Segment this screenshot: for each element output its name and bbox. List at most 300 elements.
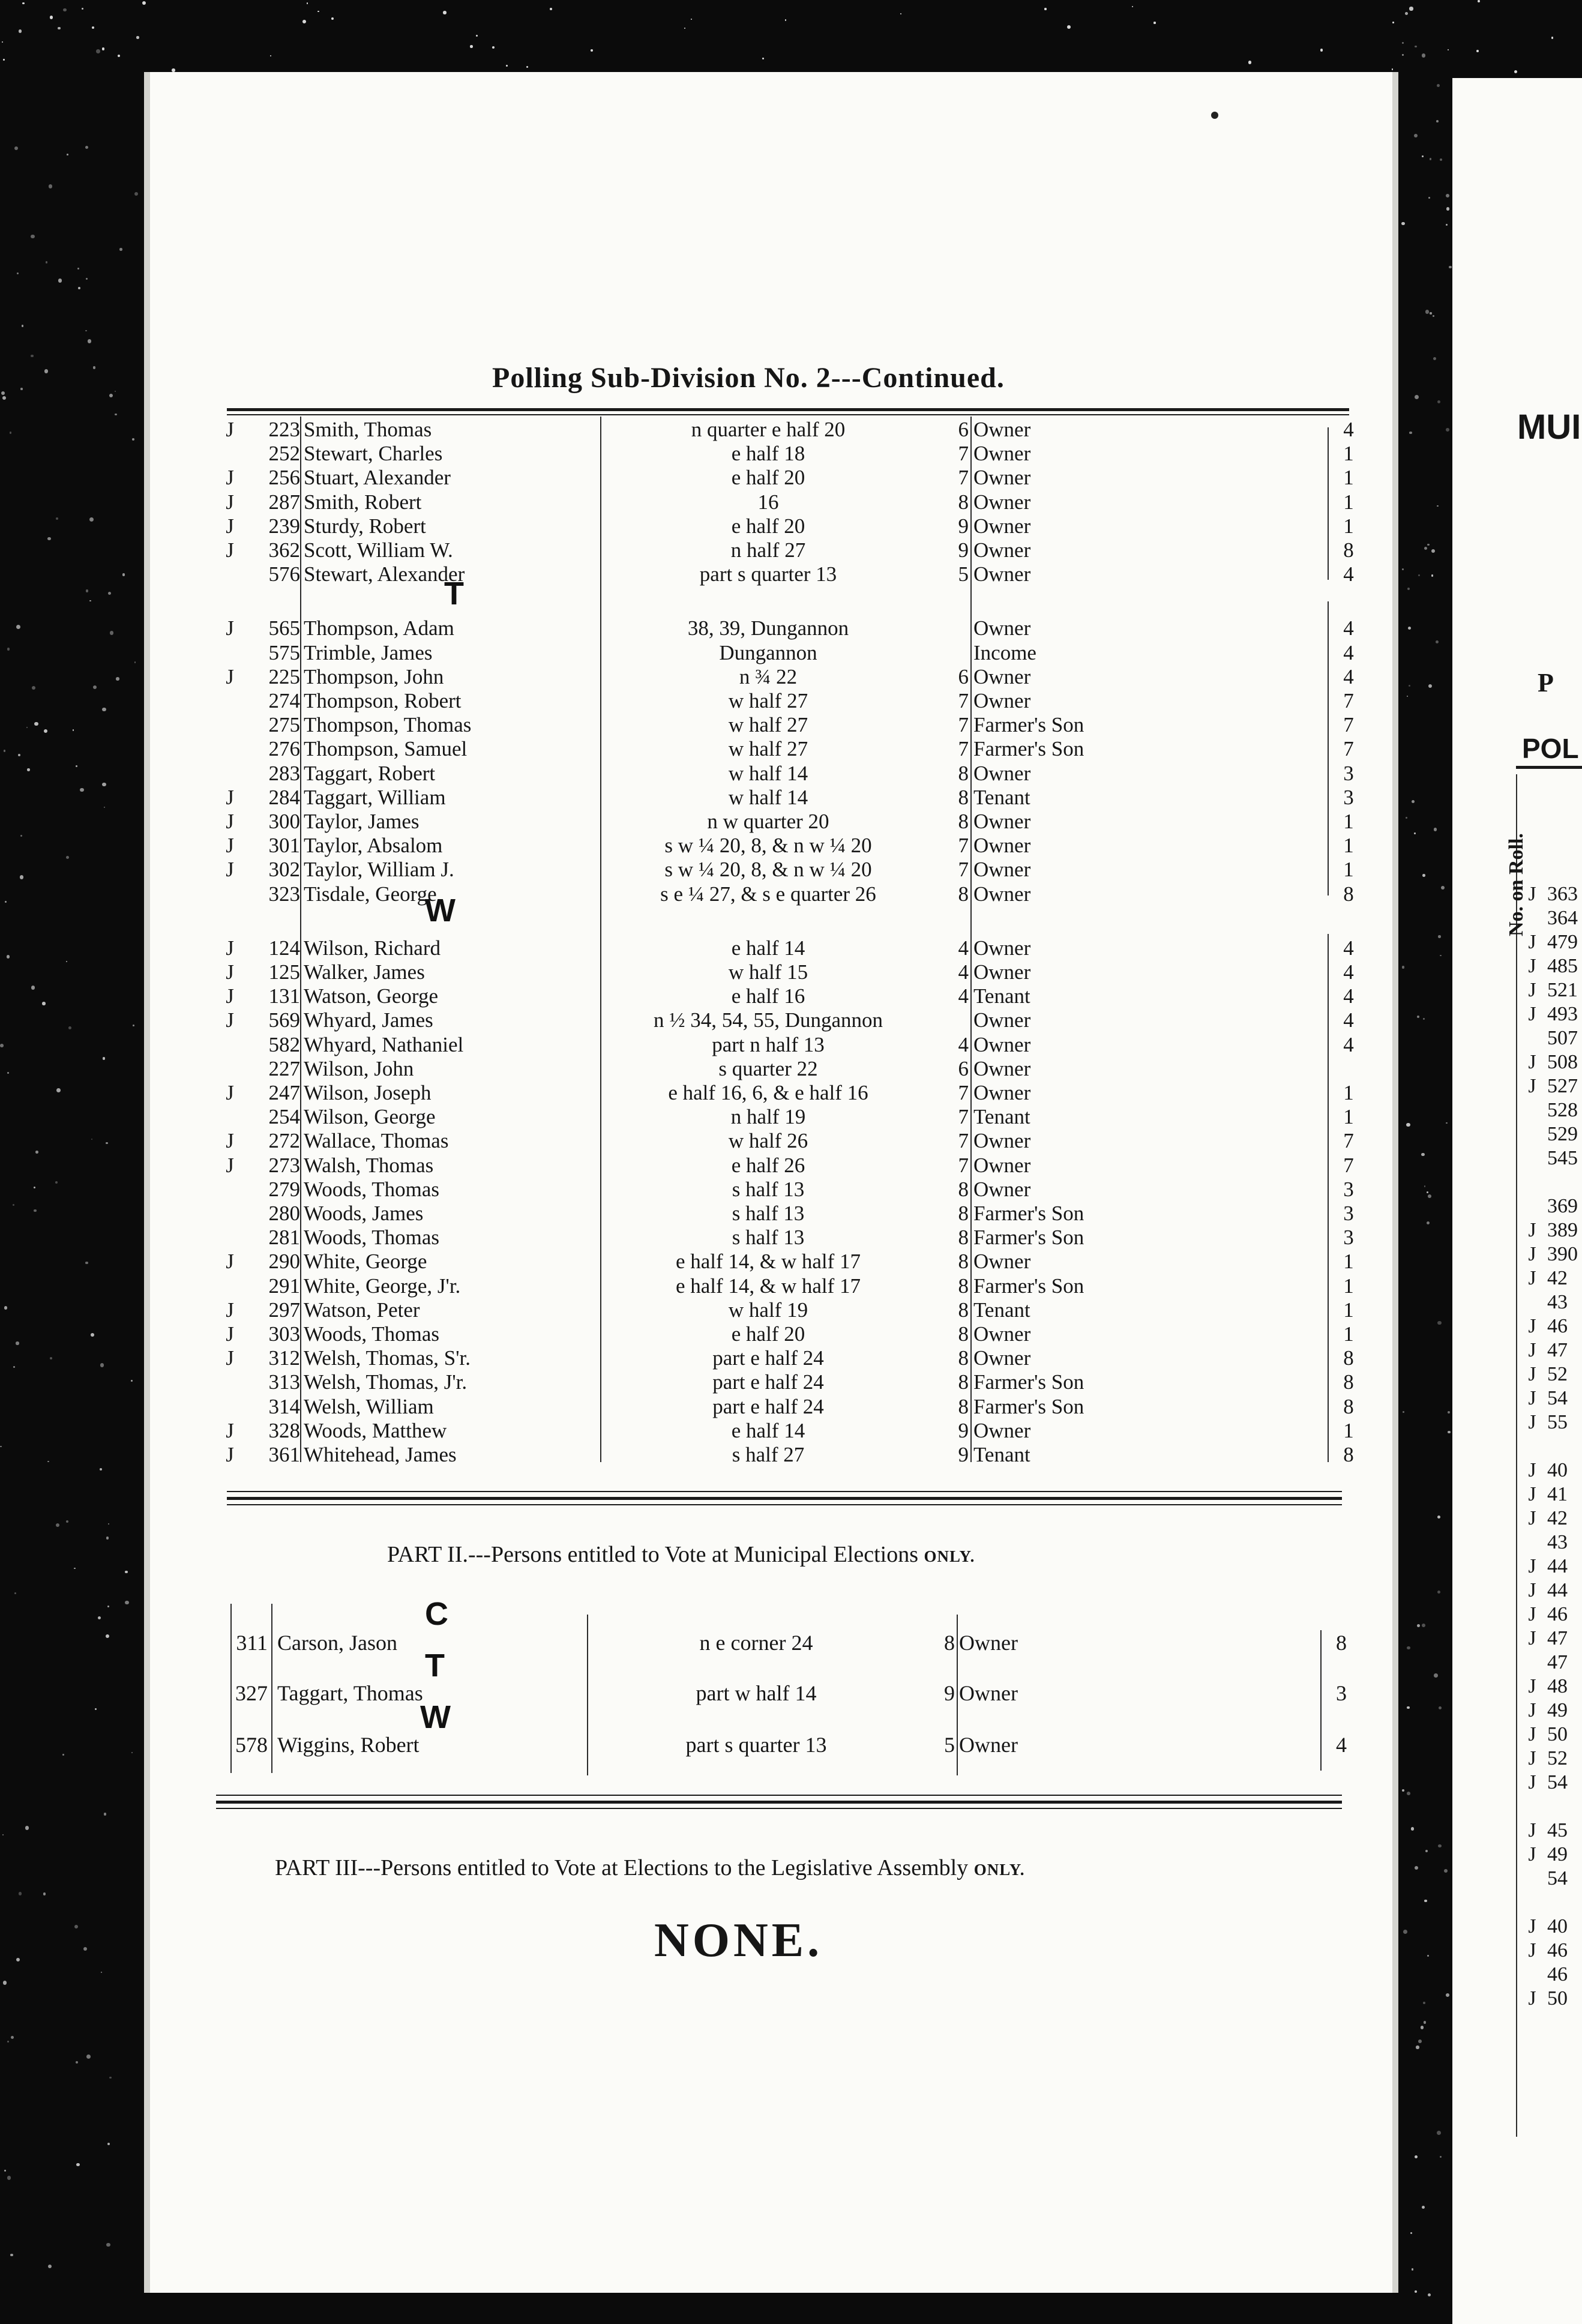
voter-name: Woods, Matthew <box>304 1418 447 1442</box>
background-speck <box>1422 2206 1425 2209</box>
background-speck <box>762 58 764 59</box>
voter-status: Tenant <box>973 1298 1030 1322</box>
background-speck <box>77 268 79 269</box>
voter-flag: J <box>226 960 234 984</box>
adjacent-page-row <box>1452 930 1582 954</box>
roll-number: 493 <box>1547 1003 1578 1025</box>
background-speck <box>1248 61 1251 64</box>
concession-number: 7 <box>958 466 969 490</box>
background-speck <box>14 146 18 150</box>
roll-number: 361 <box>268 1443 300 1466</box>
voter-name: Whyard, James <box>304 1008 433 1032</box>
voter-status: Farmer's Son <box>973 713 1084 737</box>
background-speck <box>19 1892 22 1895</box>
background-speck <box>1437 1591 1440 1594</box>
voter-name: Welsh, William <box>304 1394 434 1418</box>
adjacent-page-row <box>1452 1819 1582 1843</box>
roll-number: 47 <box>1547 1339 1568 1361</box>
part3-title: PART III---Persons entitled to Vote at Elections to the Legislative Assembly <box>275 1855 969 1880</box>
table-row <box>0 713 1582 737</box>
roll-number: 302 <box>268 858 300 882</box>
table-row <box>0 1202 1582 1226</box>
ink-dot <box>1211 112 1218 119</box>
concession-number: 5 <box>958 562 969 586</box>
background-speck <box>88 339 92 343</box>
voter-status: Owner <box>973 761 1031 785</box>
voter-name: Wiggins, Robert <box>277 1733 420 1757</box>
voter-status: Owner <box>973 858 1031 882</box>
voter-name: Woods, Thomas <box>304 1226 439 1250</box>
adjacent-page-row <box>1452 1386 1582 1410</box>
background-speck <box>31 235 34 238</box>
voter-flag: J <box>1528 1459 1536 1481</box>
school-section: 1 <box>1343 466 1354 490</box>
roll-number: 223 <box>268 418 300 441</box>
background-speck <box>63 8 66 11</box>
background-speck <box>1320 49 1323 52</box>
school-section: 8 <box>1336 1631 1347 1655</box>
background-speck <box>1415 1866 1418 1870</box>
lot-description: s quarter 22 <box>718 1056 818 1080</box>
voter-flag: J <box>226 1346 234 1370</box>
background-speck <box>1424 2021 1427 2024</box>
background-speck <box>526 66 529 68</box>
school-section: 8 <box>1343 1443 1354 1466</box>
voter-name: Walsh, Thomas <box>304 1153 434 1177</box>
background-speck <box>1402 42 1404 44</box>
table-row <box>0 1129 1582 1153</box>
background-speck <box>118 55 121 58</box>
background-speck <box>85 330 86 331</box>
background-speck <box>1446 194 1449 197</box>
voter-name: Thompson, Robert <box>304 689 462 712</box>
roll-number: 49 <box>1547 1843 1568 1865</box>
background-speck <box>1440 2156 1442 2158</box>
roll-number: 275 <box>268 713 300 737</box>
background-speck <box>1392 22 1394 23</box>
voter-name: Woods, Thomas <box>304 1322 439 1346</box>
school-section: 8 <box>1343 538 1354 562</box>
lot-description: e half 14, & w half 17 <box>675 1250 861 1274</box>
voter-name: Thompson, Samuel <box>304 737 468 761</box>
background-speck <box>470 45 472 47</box>
voter-flag: J <box>226 785 234 809</box>
background-speck <box>1437 84 1440 87</box>
table-row <box>0 762 1582 786</box>
lot-description: 16 <box>757 490 779 514</box>
table-row <box>0 1008 1582 1032</box>
voter-name: Carson, Jason <box>277 1631 397 1655</box>
voter-status: Owner <box>973 1177 1031 1201</box>
background-speck <box>109 394 113 397</box>
voter-name: Thompson, John <box>304 664 444 688</box>
roll-number: 54 <box>1547 1867 1568 1889</box>
voter-status: Owner <box>973 466 1031 490</box>
concession-number: 6 <box>958 418 969 441</box>
background-speck <box>550 8 552 10</box>
background-speck <box>2 41 4 43</box>
roll-number: 569 <box>268 1008 300 1032</box>
roll-number: 284 <box>268 785 300 809</box>
adjacent-page-row <box>1452 882 1582 906</box>
background-speck <box>1422 155 1424 157</box>
background-speck <box>900 13 901 14</box>
voter-flag: J <box>1528 1267 1536 1289</box>
roll-number: 46 <box>1547 1963 1568 1985</box>
voter-name: Wallace, Thomas <box>304 1129 449 1153</box>
roll-number: 125 <box>268 960 300 984</box>
lot-description: e half 14 <box>731 1418 805 1442</box>
roll-number: 239 <box>268 514 300 538</box>
background-speck <box>93 366 96 369</box>
background-speck <box>476 35 478 37</box>
voter-flag: J <box>1528 1411 1536 1433</box>
adjacent-page-row <box>1452 1699 1582 1723</box>
adjacent-page-row <box>1452 1555 1582 1579</box>
adjacent-page-row <box>1452 1459 1582 1483</box>
voter-status: Owner <box>959 1631 1018 1655</box>
adjacent-page-row <box>1452 954 1582 978</box>
background-speck <box>1415 2290 1417 2293</box>
voter-flag: J <box>226 418 234 441</box>
roll-number: 323 <box>268 882 300 906</box>
voter-status: Owner <box>973 960 1031 984</box>
voter-flag: J <box>226 858 234 882</box>
voter-status: Owner <box>973 1418 1031 1442</box>
lot-description: s half 13 <box>732 1202 805 1225</box>
voter-name: White, George, J'r. <box>304 1274 461 1298</box>
voter-status: Owner <box>973 442 1031 466</box>
background-speck <box>307 2 308 4</box>
table-row <box>0 1298 1582 1322</box>
background-speck <box>1514 70 1517 73</box>
lot-description: n ½ 34, 54, 55, Dungannon <box>653 1008 883 1032</box>
concession-number: 9 <box>958 514 969 538</box>
background-speck <box>106 1537 109 1539</box>
background-speck <box>331 17 334 20</box>
table-row <box>0 1081 1582 1105</box>
concession-number: 8 <box>958 1250 969 1274</box>
concession-number: 7 <box>958 1105 969 1129</box>
roll-number: 272 <box>268 1129 300 1153</box>
voter-status: Owner <box>973 1032 1031 1056</box>
concession-number: 4 <box>958 936 969 960</box>
background-speck <box>1417 1624 1420 1627</box>
roll-number: 521 <box>1547 979 1578 1001</box>
roll-number: 52 <box>1547 1363 1568 1385</box>
school-section: 3 <box>1336 1681 1347 1705</box>
roll-number: 327 <box>235 1681 268 1705</box>
background-speck <box>25 1826 29 1830</box>
roll-number: 280 <box>268 1202 300 1225</box>
roll-number: 52 <box>1547 1747 1568 1769</box>
lot-description: part n half 13 <box>712 1032 825 1056</box>
voter-flag: J <box>226 834 234 858</box>
background-speck <box>11 2036 14 2039</box>
voter-status: Farmer's Son <box>973 1274 1084 1298</box>
voter-flag: J <box>226 538 234 562</box>
voter-name: Thompson, Adam <box>304 616 454 640</box>
school-section: 1 <box>1343 858 1354 882</box>
adjacent-page-row <box>1452 1483 1582 1507</box>
background-speck <box>1423 2002 1425 2004</box>
adjacent-page-row <box>1452 1002 1582 1026</box>
table-row <box>0 810 1582 834</box>
concession-number: 7 <box>958 1129 969 1153</box>
background-speck <box>1436 120 1439 122</box>
background-speck <box>1433 315 1434 317</box>
background-speck <box>1 391 5 395</box>
roll-number: 50 <box>1547 1723 1568 1745</box>
part2-only: ONLY. <box>924 1547 975 1565</box>
voter-flag: J <box>1528 979 1536 1001</box>
roll-number: 124 <box>268 936 300 960</box>
roll-number: 508 <box>1547 1051 1578 1073</box>
voter-status: Owner <box>973 664 1031 688</box>
background-speck <box>1044 8 1046 10</box>
adjacent-page-row <box>1452 1026 1582 1050</box>
background-speck <box>102 47 105 50</box>
background-speck <box>506 65 508 67</box>
background-speck <box>1425 310 1429 313</box>
background-speck <box>1415 46 1417 48</box>
background-speck <box>1427 1955 1429 1957</box>
concession-number: 7 <box>958 858 969 882</box>
voter-status: Owner <box>959 1681 1018 1705</box>
voter-name: Smith, Robert <box>304 490 422 514</box>
background-speck <box>1414 134 1418 137</box>
background-speck <box>1446 224 1448 226</box>
school-section: 7 <box>1343 1153 1354 1177</box>
roll-number: 303 <box>268 1322 300 1346</box>
lot-description: part e half 24 <box>712 1370 824 1394</box>
voter-status: Farmer's Son <box>973 1394 1084 1418</box>
adjacent-page-row <box>1452 1242 1582 1266</box>
background-speck <box>1449 266 1451 268</box>
school-section: 1 <box>1343 1250 1354 1274</box>
voter-flag: J <box>226 1081 234 1104</box>
background-speck <box>1411 1827 1415 1831</box>
adjacent-page-row <box>1452 978 1582 1002</box>
background-speck <box>1403 1930 1407 1934</box>
part2-letter-c: C <box>425 1596 448 1632</box>
background-speck <box>58 27 61 30</box>
part2-letter-t: T <box>425 1648 445 1684</box>
voter-flag: J <box>1528 1315 1536 1337</box>
background-speck <box>142 1 146 5</box>
concession-number: 8 <box>958 1394 969 1418</box>
background-speck <box>1444 1869 1448 1873</box>
voter-name: Watson, George <box>304 984 438 1008</box>
adjacent-page-row <box>1452 1290 1582 1314</box>
voter-flag: J <box>226 984 234 1008</box>
voter-status: Tenant <box>973 984 1030 1008</box>
background-speck <box>1446 207 1449 210</box>
table-row <box>0 1250 1582 1274</box>
voter-flag: J <box>1528 1699 1536 1721</box>
school-section: 4 <box>1336 1733 1347 1757</box>
background-speck <box>82 8 83 10</box>
voter-status: Owner <box>973 882 1031 906</box>
school-section: 1 <box>1343 1322 1354 1346</box>
table-row <box>0 1419 1582 1443</box>
roll-number: 312 <box>268 1346 300 1370</box>
background-speck <box>1412 2268 1414 2271</box>
voter-flag: J <box>1528 1987 1536 2009</box>
concession-number: 7 <box>958 1081 969 1104</box>
table-row <box>0 562 1582 586</box>
concession-number: 9 <box>958 538 969 562</box>
lot-description: part e half 24 <box>712 1346 824 1370</box>
table-row <box>0 538 1582 562</box>
concession-number: 6 <box>958 664 969 688</box>
table-row <box>0 1105 1582 1129</box>
voter-flag: J <box>1528 1555 1536 1577</box>
voter-flag: J <box>226 616 234 640</box>
table-row <box>0 689 1582 713</box>
lot-description: e half 14, & w half 17 <box>675 1274 861 1298</box>
voter-name: Wilson, George <box>304 1105 436 1129</box>
adjacent-page-row <box>1452 1987 1582 2011</box>
roll-number: 527 <box>1547 1075 1578 1097</box>
background-speck <box>109 2077 111 2079</box>
table-row <box>0 641 1582 665</box>
voter-flag: J <box>226 490 234 514</box>
roll-number: 48 <box>1547 1675 1568 1697</box>
adjacent-page-title: MUI <box>1517 408 1581 447</box>
lot-description: w half 14 <box>728 761 808 785</box>
background-speck <box>76 2061 78 2064</box>
background-speck <box>89 600 91 602</box>
school-section: 8 <box>1343 1370 1354 1394</box>
roll-number: 45 <box>1547 1819 1568 1841</box>
concession-number: 4 <box>958 1032 969 1056</box>
background-speck <box>1478 0 1480 2</box>
lot-description: e half 26 <box>731 1153 805 1177</box>
voter-status: Tenant <box>973 1105 1030 1129</box>
voter-status: Farmer's Son <box>973 1370 1084 1394</box>
background-speck <box>19 29 22 33</box>
roll-number: 43 <box>1547 1291 1568 1313</box>
table-row <box>0 984 1582 1008</box>
voter-flag: J <box>1528 1243 1536 1265</box>
roll-number: 46 <box>1547 1603 1568 1625</box>
background-speck <box>1422 1624 1425 1627</box>
background-speck <box>78 287 80 289</box>
roll-number: 363 <box>1547 883 1578 905</box>
roll-number: 545 <box>1547 1147 1578 1169</box>
roll-number: 256 <box>268 466 300 490</box>
voter-name: Taggart, Robert <box>304 761 436 785</box>
roll-number: 485 <box>1547 955 1578 977</box>
concession-number: 8 <box>944 1631 955 1655</box>
table-row <box>0 442 1582 466</box>
table-row <box>0 665 1582 689</box>
table-row <box>0 858 1582 882</box>
roll-number: 276 <box>268 737 300 761</box>
adjacent-page-row <box>1452 1410 1582 1434</box>
concession-number: 8 <box>958 1274 969 1298</box>
background-speck <box>58 278 62 282</box>
background-speck <box>1424 1900 1427 1903</box>
background-speck <box>108 592 111 595</box>
background-speck <box>7 2176 11 2180</box>
roll-number: 479 <box>1547 931 1578 953</box>
voter-flag: J <box>226 466 234 490</box>
voter-flag: J <box>1528 1507 1536 1529</box>
background-speck <box>1422 53 1425 57</box>
background-speck <box>3 1981 7 1985</box>
voter-status: Owner <box>973 810 1031 833</box>
lot-description: part e half 24 <box>712 1394 824 1418</box>
voter-flag: J <box>1528 1579 1536 1601</box>
roll-number: 311 <box>236 1631 268 1655</box>
background-speck <box>100 1468 102 1471</box>
table-row <box>0 960 1582 984</box>
voter-name: Smith, Thomas <box>304 418 432 441</box>
part2-heading <box>387 1541 975 1568</box>
table-row <box>0 786 1582 810</box>
roll-number: 49 <box>1547 1699 1568 1721</box>
background-speck <box>14 1592 16 1594</box>
roll-number: 575 <box>268 640 300 664</box>
roll-number: 297 <box>268 1298 300 1322</box>
part2-row <box>0 1678 1582 1708</box>
background-speck <box>98 1616 101 1619</box>
lot-description: e half 20 <box>731 466 805 490</box>
roll-number: 47 <box>1547 1651 1568 1673</box>
part2-rule-top-thin-2 <box>227 1504 1342 1505</box>
table-row <box>0 466 1582 490</box>
school-section: 7 <box>1343 689 1354 712</box>
background-speck <box>74 1568 75 1569</box>
school-section: 1 <box>1343 834 1354 858</box>
adjacent-page-row <box>1452 1627 1582 1651</box>
voter-flag: J <box>226 1250 234 1274</box>
roll-number: 314 <box>268 1394 300 1418</box>
voter-name: Stewart, Charles <box>304 442 443 466</box>
adjacent-page-row <box>1452 1531 1582 1555</box>
adjacent-page-row <box>1452 1314 1582 1338</box>
concession-number: 9 <box>958 1443 969 1466</box>
voter-flag: J <box>1528 1483 1536 1505</box>
roll-number: 369 <box>1547 1195 1578 1217</box>
background-speck <box>1448 49 1449 50</box>
lot-description: e half 20 <box>731 1322 805 1346</box>
concession-number: 9 <box>944 1681 955 1705</box>
roll-number: 576 <box>268 562 300 586</box>
background-speck <box>92 26 94 29</box>
background-speck <box>2 1834 4 1835</box>
roll-number: 40 <box>1547 1459 1568 1481</box>
roll-number: 507 <box>1547 1027 1578 1049</box>
school-section: 1 <box>1343 1418 1354 1442</box>
voter-name: Stuart, Alexander <box>304 466 451 490</box>
voter-flag: J <box>1528 1843 1536 1865</box>
school-section: 1 <box>1343 442 1354 466</box>
concession-number: 7 <box>958 689 969 712</box>
background-speck <box>44 369 49 373</box>
adjacent-page-row <box>1452 1843 1582 1867</box>
background-speck <box>108 1523 109 1525</box>
background-speck <box>134 192 138 196</box>
adjacent-page-row <box>1452 1098 1582 1122</box>
table-row <box>0 1395 1582 1419</box>
lot-description: part w half 14 <box>696 1681 817 1705</box>
voter-name: Scott, William W. <box>304 538 453 562</box>
roll-number: 54 <box>1547 1771 1568 1793</box>
voter-status: Owner <box>973 1322 1031 1346</box>
